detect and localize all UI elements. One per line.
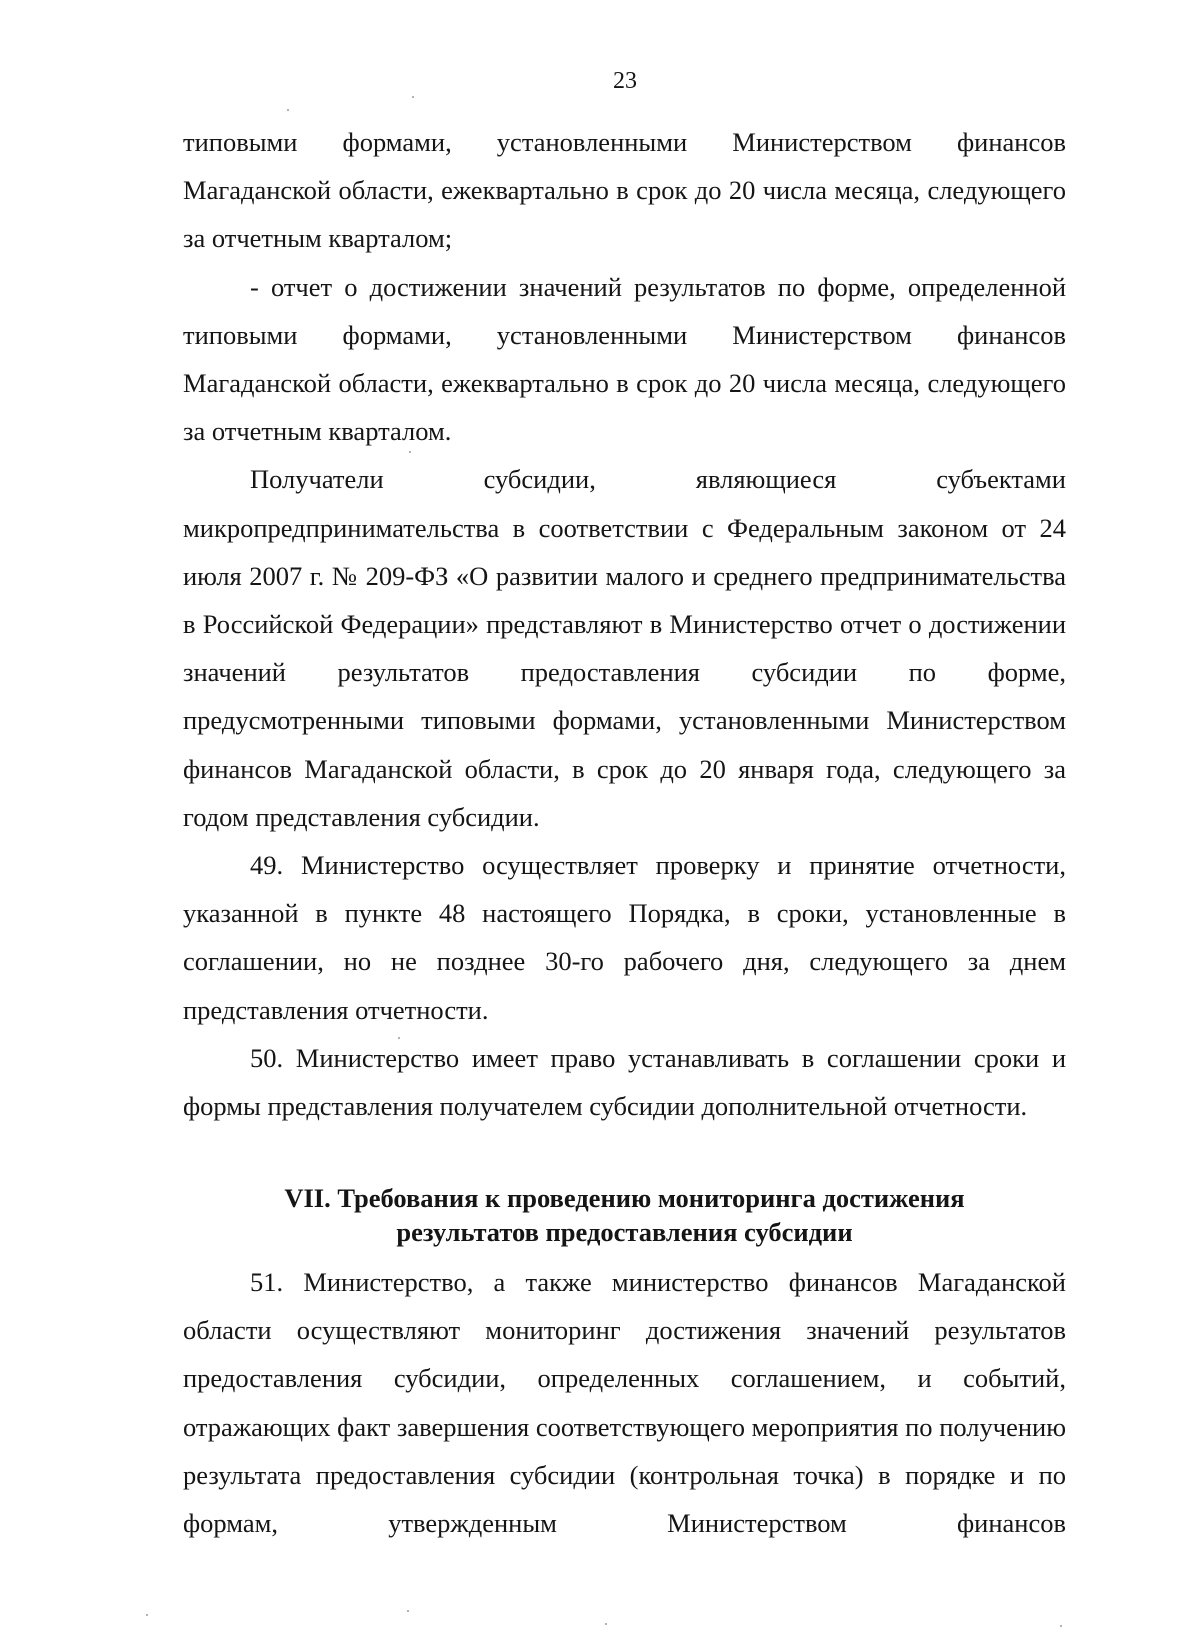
page-number: 23 (613, 68, 637, 94)
paragraph-micro-enterprise: Получатели субсидии, являющиеся субъектами микропредпринимательства в соответствии с Федеральным законом от 24 июля 2007 г. № 209-ФЗ «О развитии малого и среднего предпринимательства в Российской Федерации» представляют в Министерство отчет о достижении значений результатов предоставления субсидии по форме, предусмотренными типовыми формами, установленными Министерством финансов Магаданской области, в срок до 20 января года, следующего за годом представления субсидии. (183, 464, 1066, 832)
document-body-top (183, 118, 1066, 1130)
scan-speck (146, 1614, 148, 1616)
section-heading-line-2: результатов предоставления субсидии (396, 1217, 853, 1247)
section-heading-line-1: VII. Требования к проведению мониторинга достижения (284, 1183, 965, 1213)
paragraph-49: 49. Министерство осуществляет проверку и принятие отчетности, указанной в пункте 48 настоящего Порядка, в сроки, установленные в соглашении, но не позднее 30-го рабочего дня, следующего за днем представления отчетности. (183, 850, 1066, 1025)
scan-speck (409, 451, 411, 453)
paragraph-continuation: типовыми формами, установленными Министерством финансов Магаданской области, ежеквартально в срок до 20 числа месяца, следующего за отчетным кварталом; (183, 127, 1066, 254)
paragraph-51: 51. Министерство, а также министерство финансов Магаданской области осуществляют мониторинг достижения значений результатов предоставления субсидии, определенных соглашением, и событий, отражающих факт завершения соответствующего мероприятия по получению результата предоставления субсидии (контрольная точка) в порядке и по формам, утвержденным Министерством финансов (183, 1267, 1066, 1539)
scan-speck (412, 96, 414, 98)
scan-speck (287, 109, 289, 111)
scan-speck (407, 1610, 409, 1612)
scan-speck (605, 1623, 607, 1625)
scan-speck (398, 1037, 400, 1039)
paragraph-report-item: - отчет о достижении значений результатов по форме, определенной типовыми формами, установленными Министерством финансов Магаданской области, ежеквартально в срок до 20 числа месяца, следующего за отчетным кварталом. (183, 271, 1066, 447)
section-heading-vii (183, 1181, 1066, 1249)
paragraph-50: 50. Министерство имеет право устанавливать в соглашении сроки и формы представления получателем субсидии дополнительной отчетности. (183, 1042, 1066, 1122)
scan-speck (1060, 1625, 1062, 1627)
document-body-bottom (183, 1258, 1066, 1547)
